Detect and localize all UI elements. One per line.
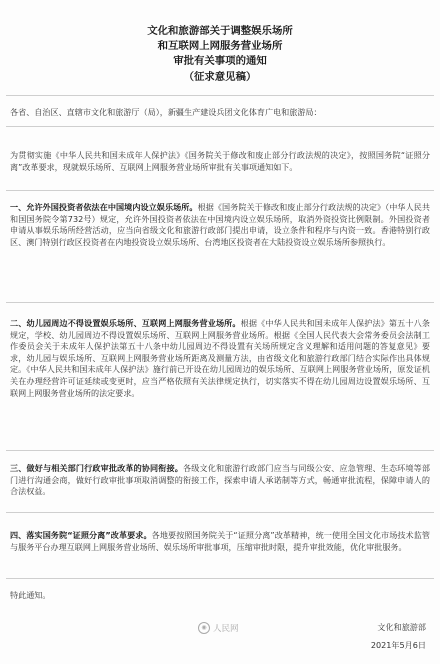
- section-4-heading: 四、落实国务院“证照分离”改革要求。: [10, 530, 152, 540]
- section-3: [10, 463, 430, 498]
- section-4: [10, 530, 430, 553]
- section-divider: [6, 450, 434, 451]
- signature-org: 文化和旅游部: [377, 622, 426, 632]
- salutation: [10, 107, 430, 119]
- signature-date: 2021年5月6日: [370, 640, 426, 650]
- title-line-3: 审批有关事项的通知: [173, 55, 267, 68]
- section-divider: [6, 302, 434, 303]
- title-line-4: （征求意见稿）: [183, 70, 257, 83]
- section-1-body: 根据《国务院关于修改和废止部分行政法规的决定》（中华人民共和国国务院令第732号）规定，允许外国投资者依法在中国境内设立娱乐场所，取消外资投资比例限制。外国投资者申请从事娱乐场所经营活动，应当向省级文化和旅游行政部门提出申请，设立条件和程序与内资一致。香港特别行政区、澳门特别行政区投资者在内地投资设立娱乐场所、台湾地区投资者在大陆投资设立娱乐场所参照执行。: [10, 202, 430, 247]
- section-3-heading: 三、做好与相关部门行政审批改革的协同衔接。: [10, 463, 183, 473]
- title-divider: [6, 95, 434, 96]
- watermark: [198, 622, 239, 634]
- closing-text: 特此通知。: [10, 590, 51, 600]
- watermark-text: 人民网: [213, 624, 239, 634]
- section-1-heading: 一、允许外国投资者依法在中国境内设立娱乐场所。: [10, 202, 198, 212]
- intro-paragraph: [10, 150, 430, 173]
- section-divider: [6, 578, 434, 579]
- section-divider: [6, 126, 434, 127]
- section-2-body: 根据《中华人民共和国未成年人保护法》第五十八条规定，学校、幼儿园周边不得设置娱乐场所、互联网上网服务营业场所。根据《全国人民代表大会常务委员会法制工作委员会关于未成年人保护法第五十八条中幼儿园周边不得设置有关场所规定含义理解和适用问题的答复意见》要求，幼儿园与娱乐场所、互联网上网服务营业场所距离及测量方法，由省级文化和旅游行政部门结合实际作出具体规定。《中华人民共和国未成年人保护法》施行前已开设在幼儿园周边的娱乐场所、互联网上网服务营业场所，原发证机关在办理经营许可证延续或变更时，应当严格依照有关法律规定执行，切实落实不得在幼儿园周边设置娱乐场所、互联网上网服务营业场所的法定要求。: [10, 318, 430, 398]
- section-divider: [6, 512, 434, 513]
- weibo-logo-icon: ◉: [198, 622, 210, 634]
- salutation-text: 各省、自治区、直辖市文化和旅游厅（局），新疆生产建设兵团文化体育广电和旅游局：: [10, 107, 322, 117]
- section-4-body: 各地要按照国务院关于“证照分离”改革精神，统一使用全国文化市场技术监管与服务平台办理互联网上网服务营业场所、娱乐场所审批事项，压缩审批时限，提升审批效能，优化审批服务。: [10, 530, 431, 552]
- title-line-2: 和互联网上网服务营业场所: [157, 40, 283, 53]
- section-1: [10, 202, 430, 248]
- title-line-1: 文化和旅游部关于调整娱乐场所: [147, 25, 293, 37]
- document-title: [0, 24, 440, 85]
- closing: [10, 590, 430, 602]
- section-3-body: 各级文化和旅游行政部门应当与同级公安、应急管理、生态环境等部门进行沟通会商，做好行政审批事项取消调整的衔接工作，探索申请人承诺制等方式，畅通审批流程，保障申请人的合法权益。: [10, 463, 430, 497]
- section-2-heading: 二、幼儿园周边不得设置娱乐场所、互联网上网服务营业场所。: [10, 318, 241, 328]
- section-2: [10, 318, 430, 399]
- section-divider: [6, 190, 434, 191]
- intro-text: 为贯彻实施《中华人民共和国未成年人保护法》《国务院关于修改和废止部分行政法规的决定》，按照国务院“证照分离”改革要求，现就娱乐场所、互联网上网服务营业场所审批有关事项通知如下。: [10, 150, 430, 172]
